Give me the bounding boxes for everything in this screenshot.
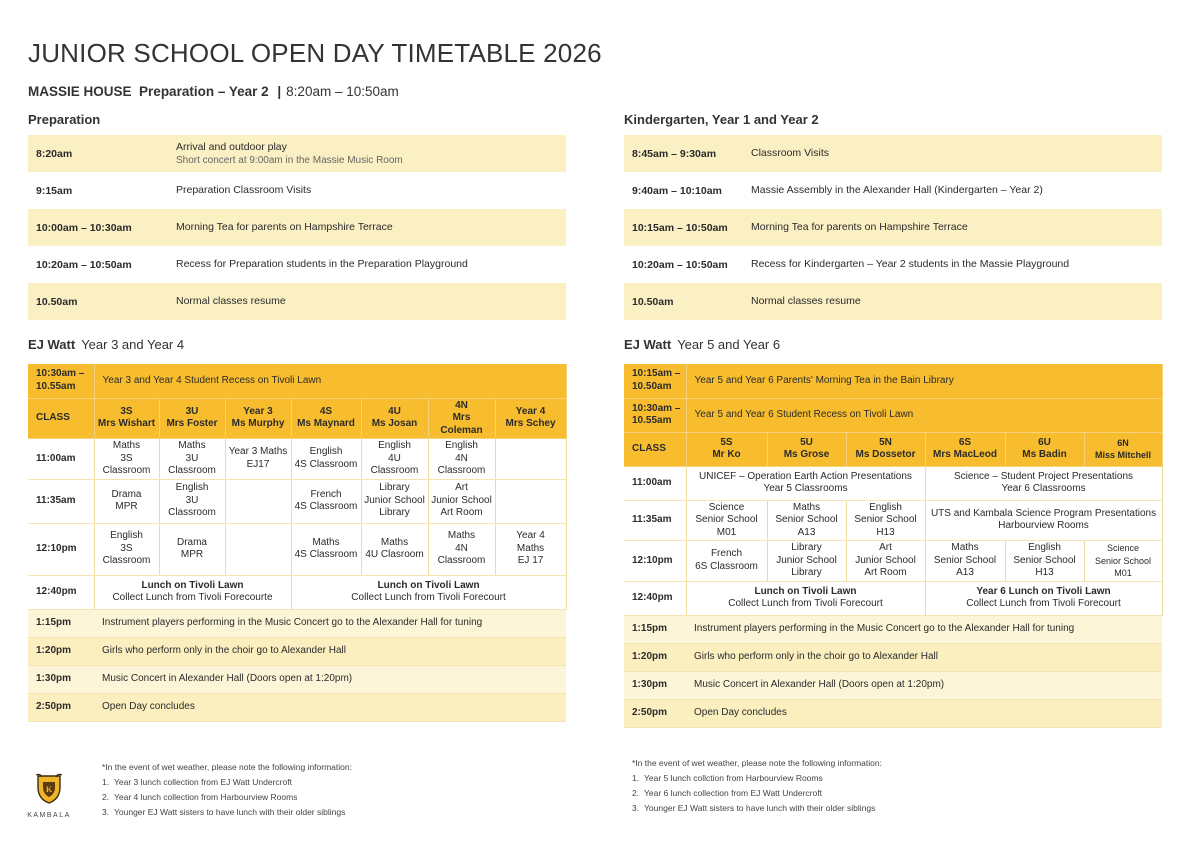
prep-schedule: [28, 135, 566, 320]
page-subheading: [28, 84, 399, 99]
note-item: 2. Year 6 lunch collection from EJ Watt Undercroft: [632, 788, 822, 798]
y56-table: [624, 364, 1163, 728]
y56-desc: Instrument players performing in the Music Concert go to the Alexander Hall for tuning: [686, 615, 1162, 643]
y56-years: Year 5 and Year 6: [677, 337, 781, 352]
k2-row: [624, 172, 1162, 209]
y56-tail-row: [624, 643, 1162, 671]
y34-desc: Open Day concludes: [94, 693, 566, 721]
y56-row-1135: [624, 500, 1162, 541]
k2-time: 10.50am: [632, 295, 674, 308]
lesson-cell: Maths 4S Classroom: [291, 523, 361, 575]
lesson-cell: Science Senior School M01: [1084, 541, 1162, 582]
y56-time: 2:50pm: [624, 699, 686, 727]
prep-time: 9:15am: [36, 184, 73, 197]
k2-desc: Massie Assembly in the Alexander Hall (Kindergarten – Year 2): [751, 184, 1043, 196]
house-name: MASSIE HOUSE: [28, 84, 132, 99]
k2-title: Kindergarten, Year 1 and Year 2: [624, 112, 819, 127]
lesson-cell: English 4U Classroom: [361, 439, 428, 480]
y56-tea-row: [624, 364, 1162, 398]
year-range: Preparation – Year 2: [139, 84, 269, 99]
k2-time: 9:40am – 10:10am: [632, 184, 722, 197]
class-header: 3U Mrs Foster: [159, 398, 225, 439]
lesson-cell: [495, 479, 566, 523]
class-header: 5S Mr Ko: [686, 432, 767, 466]
k2-desc: Normal classes resume: [751, 295, 861, 307]
k2-desc: Classroom Visits: [751, 147, 829, 159]
class-header: 6S Mrs MacLeod: [925, 432, 1005, 466]
lesson-cell: Maths Senior School A13: [925, 541, 1005, 582]
y56-tea: Year 5 and Year 6 Parents' Morning Tea in the Bain Library: [686, 364, 1162, 398]
prep-desc: Preparation Classroom Visits: [176, 184, 312, 196]
note-item: 3. Younger EJ Watt sisters to have lunch with their older siblings: [632, 803, 876, 813]
y56-tail-row: [624, 699, 1162, 727]
y34-tail-row: [28, 693, 566, 721]
y34-desc: Instrument players performing in the Music Concert go to the Alexander Hall for tuning: [94, 609, 566, 637]
wet-weather-notes-left: [102, 760, 352, 820]
k2-time: 10:15am – 10:50am: [632, 221, 728, 234]
y34-tail-row: [28, 637, 566, 665]
lunch-cell: Lunch on Tivoli Lawn Collect Lunch from Tivoli Forecourt: [686, 581, 925, 615]
lesson-cell: Library Junior School Library: [361, 479, 428, 523]
prep-title: Preparation: [28, 112, 101, 127]
y34-time: 2:50pm: [28, 693, 94, 721]
y34-time: 12:40pm: [28, 575, 94, 609]
y34-row-1210: [28, 523, 566, 575]
class-header: 5N Ms Dossetor: [846, 432, 925, 466]
lesson-cell: UTS and Kambala Science Program Presentations Harbourview Rooms: [925, 500, 1162, 541]
prep-row: [28, 135, 566, 172]
y34-recess-time: 10:30am – 10.55am: [28, 364, 94, 398]
class-header: 3S Mrs Wishart: [94, 398, 159, 439]
y56-time: 1:15pm: [624, 615, 686, 643]
note-item: 1. Year 3 lunch collection from EJ Watt Undercroft: [102, 777, 292, 787]
lesson-cell: Maths 3S Classroom: [94, 439, 159, 480]
y56-time: 1:30pm: [624, 671, 686, 699]
lesson-cell: Maths 3U Classroom: [159, 439, 225, 480]
y56-recess-row: [624, 398, 1162, 432]
class-header: 4N Mrs Coleman: [428, 398, 495, 439]
note-item: 2. Year 4 lunch collection from Harbourview Rooms: [102, 792, 298, 802]
class-label: CLASS: [624, 432, 686, 466]
y34-title: [28, 337, 184, 352]
notes-heading: *In the event of wet weather, please note the following information:: [632, 758, 882, 768]
lesson-cell: Drama MPR: [94, 479, 159, 523]
y34-house: EJ Watt: [28, 337, 76, 352]
lesson-cell: French 6S Classroom: [686, 541, 767, 582]
y56-tail-row: [624, 671, 1162, 699]
lesson-cell: Year 3 Maths EJ17: [225, 439, 291, 480]
lesson-cell: Art Junior School Art Room: [846, 541, 925, 582]
lesson-cell: [495, 439, 566, 480]
y34-time: 1:30pm: [28, 665, 94, 693]
k2-row: [624, 246, 1162, 283]
k2-time: 10:20am – 10:50am: [632, 258, 728, 271]
y56-desc: Music Concert in Alexander Hall (Doors open at 1:20pm): [686, 671, 1162, 699]
lunch-cell: Lunch on Tivoli Lawn Collect Lunch from Tivoli Forecourte: [94, 575, 291, 609]
class-header: Year 3 Ms Murphy: [225, 398, 291, 439]
y56-tea-time: 10:15am – 10.50am: [624, 364, 686, 398]
lesson-cell: Drama MPR: [159, 523, 225, 575]
prep-desc: Recess for Preparation students in the Preparation Playground: [176, 258, 468, 270]
wet-weather-notes-right: [632, 756, 882, 816]
prep-row: [28, 209, 566, 246]
prep-desc: Arrival and outdoor play: [176, 140, 287, 153]
y34-years: Year 3 and Year 4: [81, 337, 185, 352]
y34-time: 1:20pm: [28, 637, 94, 665]
lesson-cell: Maths 4U Clasroom: [361, 523, 428, 575]
class-header: Year 4 Mrs Schey: [495, 398, 566, 439]
y34-tail-row: [28, 609, 566, 637]
lesson-cell: Maths 4N Classroom: [428, 523, 495, 575]
prep-desc: Morning Tea for parents on Hampshire Terrace: [176, 221, 393, 233]
lesson-cell: Art Junior School Art Room: [428, 479, 495, 523]
y56-recess: Year 5 and Year 6 Student Recess on Tivoli Lawn: [686, 398, 1162, 432]
lesson-cell: Library Junior School Library: [767, 541, 846, 582]
k2-desc: Recess for Kindergarten – Year 2 students in the Massie Playground: [751, 258, 1070, 270]
class-header: 6N Miss Mitchell: [1084, 432, 1162, 466]
k2-schedule: [624, 135, 1162, 320]
lesson-cell: English 3U Classroom: [159, 479, 225, 523]
y34-recess: Year 3 and Year 4 Student Recess on Tivoli Lawn: [94, 364, 566, 398]
prep-row: [28, 172, 566, 209]
prep-time: 8:20am: [36, 147, 73, 160]
class-header: 4U Ms Josan: [361, 398, 428, 439]
y34-time: 12:10pm: [28, 523, 94, 575]
lesson-cell: English 3S Classroom: [94, 523, 159, 575]
y56-row-1240: [624, 581, 1162, 615]
crest-icon: [34, 773, 64, 805]
class-header: 4S Ms Maynard: [291, 398, 361, 439]
y56-desc: Girls who perform only in the choir go to Alexander Hall: [686, 643, 1162, 671]
lesson-cell: Year 4 Maths EJ 17: [495, 523, 566, 575]
prep-desc: Normal classes resume: [176, 295, 286, 307]
k2-row: [624, 209, 1162, 246]
class-header: 5U Ms Grose: [767, 432, 846, 466]
y56-title: [624, 337, 780, 352]
class-header: 6U Ms Badin: [1005, 432, 1084, 466]
y34-time: 11:35am: [28, 479, 94, 523]
class-label: CLASS: [28, 398, 94, 439]
note-item: 1. Year 5 lunch collction from Harbourview Rooms: [632, 773, 823, 783]
y56-row-1210: [624, 541, 1162, 582]
lesson-cell: English 4S Classroom: [291, 439, 361, 480]
lesson-cell: Science Senior School M01: [686, 500, 767, 541]
lesson-cell: UNICEF – Operation Earth Action Presentations Year 5 Classrooms: [686, 466, 925, 500]
y34-row-1100: [28, 439, 566, 480]
y34-desc: Girls who perform only in the choir go to Alexander Hall: [94, 637, 566, 665]
note-item: 3. Younger EJ Watt sisters to have lunch with their older siblings: [102, 807, 346, 817]
y56-recess-time: 10:30am – 10.55am: [624, 398, 686, 432]
lunch-cell: Lunch on Tivoli Lawn Collect Lunch from Tivoli Forecourt: [291, 575, 566, 609]
lesson-cell: French 4S Classroom: [291, 479, 361, 523]
prep-time: 10.50am: [36, 295, 78, 308]
y56-desc: Open Day concludes: [686, 699, 1162, 727]
y56-time: 12:10pm: [624, 541, 686, 582]
page-title: JUNIOR SCHOOL OPEN DAY TIMETABLE 2026: [28, 38, 602, 68]
lesson-cell: [225, 523, 291, 575]
lunch-cell: Year 6 Lunch on Tivoli Lawn Collect Lunch from Tivoli Forecourt: [925, 581, 1162, 615]
prep-time: 10:20am – 10:50am: [36, 258, 132, 271]
y56-row-1100: [624, 466, 1162, 500]
y34-class-header: [28, 398, 566, 439]
y34-time: 1:15pm: [28, 609, 94, 637]
y34-table: [28, 364, 567, 722]
y56-house: EJ Watt: [624, 337, 672, 352]
y34-recess-row: [28, 364, 566, 398]
y56-time: 11:35am: [624, 500, 686, 541]
k2-time: 8:45am – 9:30am: [632, 147, 717, 160]
y56-time: 11:00am: [624, 466, 686, 500]
notes-heading: *In the event of wet weather, please note the following information:: [102, 762, 352, 772]
lesson-cell: Science – Student Project Presentations Year 6 Classrooms: [925, 466, 1162, 500]
y56-class-header: [624, 432, 1162, 466]
k2-row: [624, 283, 1162, 320]
svg-text:K: K: [45, 785, 53, 794]
lesson-cell: Maths Senior School A13: [767, 500, 846, 541]
prep-row: [28, 283, 566, 320]
y34-row-1135: [28, 479, 566, 523]
y34-time: 11:00am: [28, 439, 94, 480]
lesson-cell: English 4N Classroom: [428, 439, 495, 480]
prep-row: [28, 246, 566, 283]
y34-tail-row: [28, 665, 566, 693]
school-logo: [26, 773, 72, 819]
y56-tail-row: [624, 615, 1162, 643]
k2-desc: Morning Tea for parents on Hampshire Terrace: [751, 221, 968, 233]
prep-time: 10:00am – 10:30am: [36, 221, 132, 234]
lesson-cell: [225, 479, 291, 523]
separator: |: [277, 84, 282, 99]
lesson-cell: English Senior School H13: [846, 500, 925, 541]
prep-note: Short concert at 9:00am in the Massie Music Room: [176, 154, 403, 166]
time-range: 8:20am – 10:50am: [286, 84, 399, 99]
y34-row-1240: [28, 575, 566, 609]
logo-text: KAMBALA: [27, 812, 71, 819]
lesson-cell: English Senior School H13: [1005, 541, 1084, 582]
k2-row: [624, 135, 1162, 172]
y34-desc: Music Concert in Alexander Hall (Doors open at 1:20pm): [94, 665, 566, 693]
y56-time: 1:20pm: [624, 643, 686, 671]
y56-time: 12:40pm: [624, 581, 686, 615]
